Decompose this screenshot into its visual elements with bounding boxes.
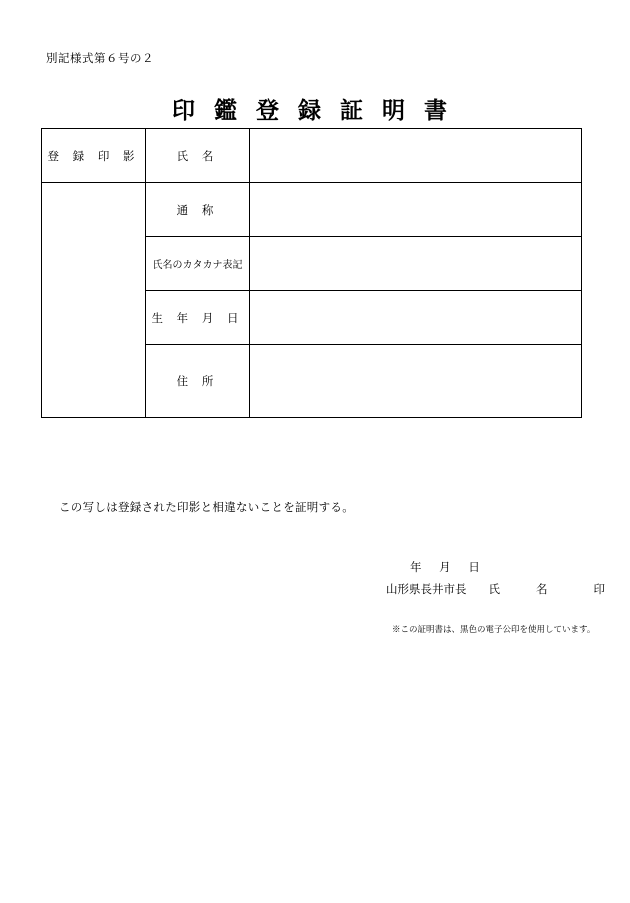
issuer-name-char1: 氏	[488, 582, 500, 596]
issuer-title: 山形県長井市長	[386, 582, 467, 596]
electronic-seal-note: ※この証明書は、黒色の電子公印を使用しています。	[392, 625, 596, 635]
issuer-name-char2: 名	[536, 582, 548, 596]
issue-date	[410, 559, 480, 575]
seal-label: 登 録 印 影	[42, 129, 146, 183]
document-title: 印鑑登録証明書	[172, 97, 466, 124]
katakana-value	[250, 237, 582, 291]
table-row-name	[42, 129, 582, 183]
alias-value	[250, 183, 582, 237]
date-year: 年	[410, 560, 422, 574]
official-seal-mark: 印	[593, 582, 605, 596]
form-number: 別記様式第６号の２	[46, 51, 154, 65]
alias-label: 通 称	[146, 183, 250, 237]
seal-impression-area	[42, 183, 146, 418]
katakana-label: 氏名のカタカナ表記	[146, 237, 250, 291]
name-value	[250, 129, 582, 183]
address-value	[250, 345, 582, 418]
address-label: 住 所	[146, 345, 250, 418]
birthdate-value	[250, 291, 582, 345]
certification-text: この写しは登録された印影と相違ないことを証明する。	[59, 500, 354, 514]
table-row-alias	[42, 183, 582, 237]
registration-table	[41, 128, 582, 418]
date-day: 日	[468, 560, 480, 574]
issuer-line	[386, 581, 605, 597]
name-label: 氏 名	[146, 129, 250, 183]
date-month: 月	[439, 560, 451, 574]
birthdate-label: 生 年 月 日	[146, 291, 250, 345]
